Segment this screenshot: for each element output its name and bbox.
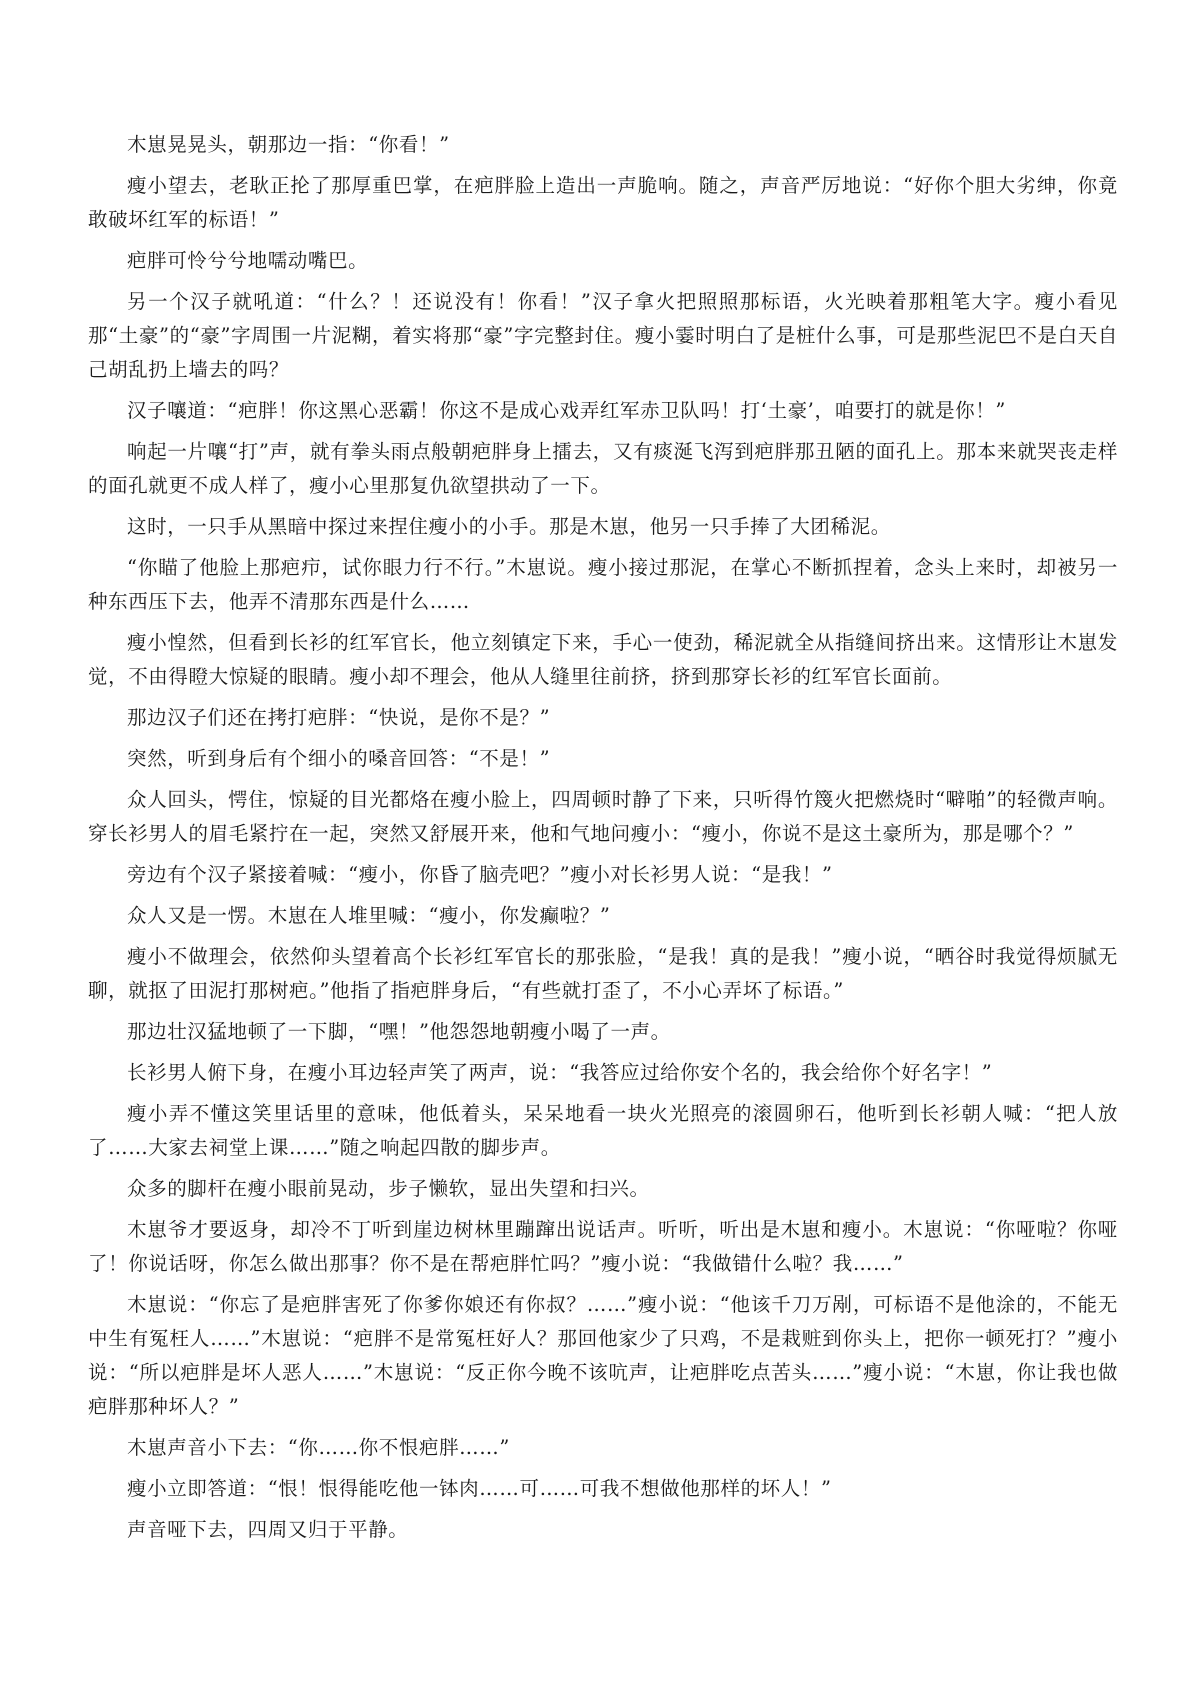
paragraph: 木崽晃晃头，朝那边一指：“你看！” [127, 133, 450, 156]
paragraph: 响起一片嚷“打”声，就有拳头雨点般朝疤胖身上擂去，又有痰涎飞泻到疤胖那丑陋的面孔上。那本来就哭丧走样的面孔就更不成人样了，瘦小心里那复仇欲望拱动了一下。 [88, 440, 1118, 497]
paragraph: 这时，一只手从黑暗中探过来捏住瘦小的小手。那是木崽，他另一只手捧了大团稀泥。 [127, 515, 891, 538]
paragraph: 木崽说：“你忘了是疤胖害死了你爹你娘还有你叔？……”瘦小说：“他该千刀万剐，可标语不是他涂的，不能无中生有冤枉人……”木崽说：“疤胖不是常冤枉好人？那回他家少了只鸡，不是栽赃到你头上，把你一顿死打？”瘦小说：“所以疤胖是坏人恶人……”木崽说：“反正你今晚不该吭声，让疤胖吃点苦头……”瘦小说：“木崽，你让我也做疤胖那种坏人？” [88, 1293, 1118, 1418]
paragraph: 木崽爷才要返身，却冷不丁听到崖边树林里蹦蹿出说话声。听听，听出是木崽和瘦小。木崽说：“你哑啦？你哑了！你说话呀，你怎么做出那事？你不是在帮疤胖忙吗？”瘦小说：“我做错什么啦？我……” [88, 1218, 1118, 1275]
paragraph: 木崽声音小下去：“你……你不恨疤胖……” [127, 1436, 510, 1459]
paragraph: 突然，听到身后有个细小的嗓音回答：“不是！” [127, 747, 551, 770]
paragraph: 瘦小望去，老耿正抡了那厚重巴掌，在疤胖脸上造出一声脆响。随之，声音严厉地说：“好你个胆大劣绅，你竟敢破坏红军的标语！” [88, 174, 1118, 231]
paragraph: 另一个汉子就吼道：“什么？！还说没有！你看！”汉子拿火把照照那标语，火光映着那粗笔大字。瘦小看见那“土豪”的“豪”字周围一片泥糊，着实将那“豪”字完整封住。瘦小霎时明白了是桩什么事，可是那些泥巴不是白天自己胡乱扔上墙去的吗？ [88, 290, 1118, 381]
paragraph: 那边壮汉猛地顿了一下脚，“嘿！”他怨怨地朝瘦小喝了一声。 [127, 1020, 671, 1043]
paragraph: 长衫男人俯下身，在瘦小耳边轻声笑了两声，说：“我答应过给你安个名的，我会给你个好名字！” [127, 1061, 993, 1084]
paragraph: 瘦小立即答道：“恨！恨得能吃他一钵肉……可……可我不想做他那样的坏人！” [127, 1477, 832, 1500]
paragraph: 那边汉子们还在拷打疤胖：“快说，是你不是？” [127, 706, 551, 729]
paragraph: 众多的脚杆在瘦小眼前晃动，步子懒软，显出失望和扫兴。 [127, 1177, 650, 1200]
story-text [88, 128, 1118, 1554]
paragraph: 汉子嚷道：“疤胖！你这黑心恶霸！你这不是成心戏弄红军赤卫队吗！打‘土豪’，咱要打的就是你！” [127, 399, 1006, 422]
paragraph: 瘦小惶然，但看到长衫的红军官长，他立刻镇定下来，手心一使劲，稀泥就全从指缝间挤出来。这情形让木崽发觉，不由得瞪大惊疑的眼睛。瘦小却不理会，他从人缝里往前挤，挤到那穿长衫的红军官长面前。 [88, 631, 1118, 688]
paragraph: 众人又是一愣。木崽在人堆里喊：“瘦小，你发癫啦？” [127, 904, 611, 927]
paragraph: 旁边有个汉子紧接着喊：“瘦小，你昏了脑壳吧？”瘦小对长衫男人说：“是我！” [127, 863, 833, 886]
paragraph: 声音哑下去，四周又归于平静。 [127, 1518, 409, 1541]
paragraph: 疤胖可怜兮兮地嚅动嘴巴。 [127, 249, 369, 272]
paragraph: 瘦小弄不懂这笑里话里的意味，他低着头，呆呆地看一块火光照亮的滚圆卵石，他听到长衫朝人喊：“把人放了……大家去祠堂上课……”随之响起四散的脚步声。 [88, 1102, 1118, 1159]
paragraph: 瘦小不做理会，依然仰头望着高个长衫红军官长的那张脸，“是我！真的是我！”瘦小说，“晒谷时我觉得烦腻无聊，就抠了田泥打那树疤。”他指了指疤胖身后，“有些就打歪了，不小心弄坏了标语。” [88, 945, 1118, 1002]
paragraph: 众人回头，愕住，惊疑的目光都烙在瘦小脸上，四周顿时静了下来，只听得竹篾火把燃烧时“噼啪”的轻微声响。穿长衫男人的眉毛紧拧在一起，突然又舒展开来，他和气地问瘦小：“瘦小，你说不是这土豪所为，那是哪个？” [88, 788, 1118, 845]
paragraph: “你瞄了他脸上那疤疖，试你眼力行不行。”木崽说。瘦小接过那泥，在掌心不断抓捏着，念头上来时，却被另一种东西压下去，他弄不清那东西是什么…… [88, 556, 1118, 613]
